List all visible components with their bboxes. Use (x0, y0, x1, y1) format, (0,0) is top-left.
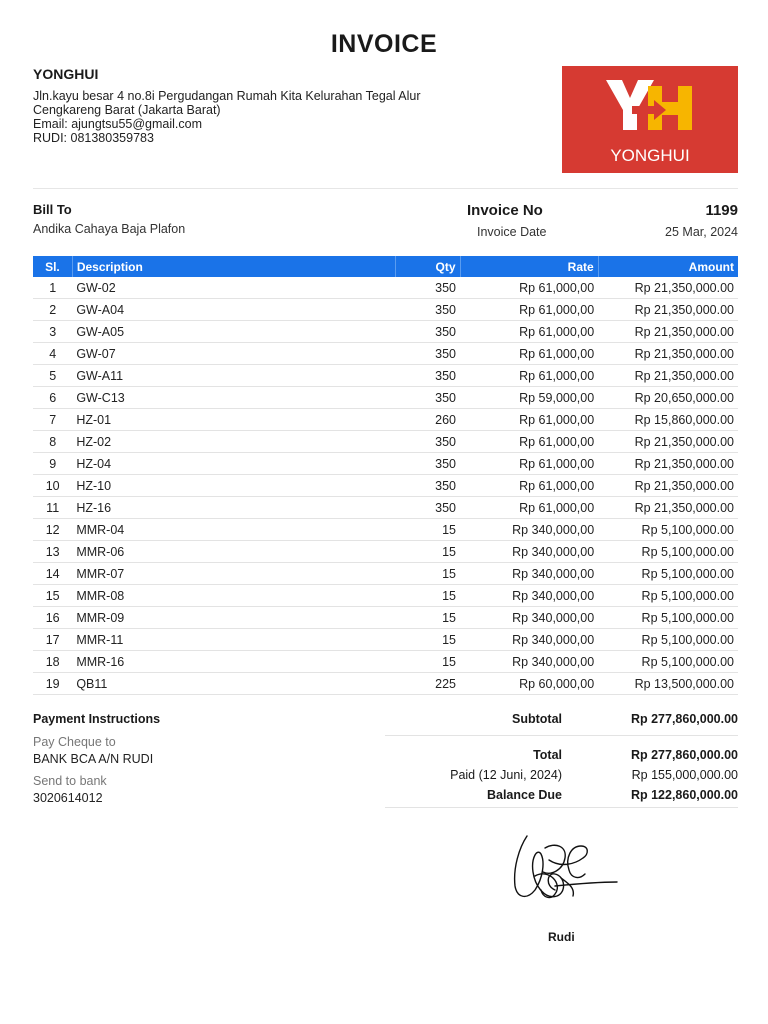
payment-instructions-title: Payment Instructions (33, 712, 161, 726)
row-sl: 3 (33, 321, 72, 343)
row-qty: 350 (396, 475, 460, 497)
pay-cheque-value: BANK BCA A/N RUDI (33, 752, 154, 766)
row-amount: Rp 13,500,000.00 (598, 673, 738, 695)
table-row (33, 673, 738, 695)
row-amount: Rp 5,100,000.00 (598, 651, 738, 673)
col-header-sl: Sl. (33, 256, 72, 277)
row-description: GW-A05 (72, 321, 395, 343)
row-description: GW-A04 (72, 299, 395, 321)
company-phone: RUDI: 081380359783 (33, 131, 154, 145)
row-rate: Rp 340,000,00 (460, 585, 598, 607)
totals-bottom-divider (385, 807, 738, 808)
row-rate: Rp 61,000,00 (460, 343, 598, 365)
row-description: GW-02 (72, 277, 395, 299)
row-qty: 350 (396, 277, 460, 299)
row-rate: Rp 61,000,00 (460, 321, 598, 343)
row-qty: 260 (396, 409, 460, 431)
row-amount: Rp 21,350,000.00 (598, 365, 738, 387)
company-name: YONGHUI (33, 66, 99, 82)
row-description: HZ-04 (72, 453, 395, 475)
table-row (33, 585, 738, 607)
col-header-qty: Qty (396, 256, 460, 277)
row-amount: Rp 5,100,000.00 (598, 541, 738, 563)
row-amount: Rp 20,650,000.00 (598, 387, 738, 409)
invoice-title: INVOICE (330, 30, 438, 58)
row-description: MMR-08 (72, 585, 395, 607)
row-sl: 11 (33, 497, 72, 519)
row-sl: 9 (33, 453, 72, 475)
row-rate: Rp 340,000,00 (460, 563, 598, 585)
row-sl: 5 (33, 365, 72, 387)
row-amount: Rp 21,350,000.00 (598, 277, 738, 299)
row-qty: 225 (396, 673, 460, 695)
row-qty: 15 (396, 585, 460, 607)
table-row (33, 541, 738, 563)
table-row (33, 453, 738, 475)
row-rate: Rp 340,000,00 (460, 541, 598, 563)
header-divider (33, 188, 738, 189)
row-rate: Rp 61,000,00 (460, 299, 598, 321)
row-rate: Rp 59,000,00 (460, 387, 598, 409)
table-row (33, 651, 738, 673)
row-amount: Rp 5,100,000.00 (598, 585, 738, 607)
invoice-no-label: Invoice No (467, 202, 543, 219)
table-row (33, 475, 738, 497)
table-row (33, 277, 738, 299)
row-rate: Rp 340,000,00 (460, 607, 598, 629)
row-description: MMR-06 (72, 541, 395, 563)
row-qty: 350 (396, 321, 460, 343)
row-description: MMR-11 (72, 629, 395, 651)
bill-to-name: Andika Cahaya Baja Plafon (33, 222, 186, 236)
row-description: MMR-04 (72, 519, 395, 541)
table-row (33, 607, 738, 629)
row-qty: 350 (396, 453, 460, 475)
row-sl: 17 (33, 629, 72, 651)
row-qty: 15 (396, 541, 460, 563)
row-qty: 350 (396, 299, 460, 321)
row-sl: 7 (33, 409, 72, 431)
row-rate: Rp 61,000,00 (460, 453, 598, 475)
row-amount: Rp 21,350,000.00 (598, 299, 738, 321)
row-rate: Rp 340,000,00 (460, 651, 598, 673)
row-rate: Rp 61,000,00 (460, 277, 598, 299)
signer-name: Rudi (548, 930, 575, 944)
row-sl: 18 (33, 651, 72, 673)
row-sl: 14 (33, 563, 72, 585)
company-address-line: Jln.kayu besar 4 no.8i Pergudangan Rumah Kita Kelurahan Tegal Alur (33, 89, 421, 103)
company-email: Email: ajungtsu55@gmail.com (33, 117, 203, 131)
row-qty: 350 (396, 431, 460, 453)
row-description: MMR-07 (72, 563, 395, 585)
row-sl: 6 (33, 387, 72, 409)
signature-image (505, 828, 625, 916)
total-label: Total (533, 748, 562, 762)
logo-text: YONGHUI (610, 146, 690, 165)
row-description: MMR-09 (72, 607, 395, 629)
col-header-rate: Rate (460, 256, 598, 277)
row-amount: Rp 5,100,000.00 (598, 519, 738, 541)
col-header-amount: Amount (598, 256, 738, 277)
table-row (33, 387, 738, 409)
row-amount: Rp 5,100,000.00 (598, 629, 738, 651)
row-sl: 12 (33, 519, 72, 541)
table-row (33, 629, 738, 651)
row-amount: Rp 5,100,000.00 (598, 563, 738, 585)
row-amount: Rp 21,350,000.00 (598, 343, 738, 365)
pay-cheque-label: Pay Cheque to (33, 735, 116, 749)
row-amount: Rp 21,350,000.00 (598, 321, 738, 343)
row-qty: 15 (396, 629, 460, 651)
invoice-date-value: 25 Mar, 2024 (665, 225, 738, 239)
row-amount: Rp 15,860,000.00 (598, 409, 738, 431)
bill-to-label: Bill To (33, 202, 72, 217)
row-qty: 350 (396, 497, 460, 519)
row-rate: Rp 61,000,00 (460, 431, 598, 453)
table-row (33, 563, 738, 585)
row-qty: 15 (396, 519, 460, 541)
row-rate: Rp 340,000,00 (460, 629, 598, 651)
table-row (33, 343, 738, 365)
row-rate: Rp 61,000,00 (460, 497, 598, 519)
row-amount: Rp 21,350,000.00 (598, 431, 738, 453)
row-sl: 10 (33, 475, 72, 497)
table-row (33, 365, 738, 387)
row-qty: 15 (396, 651, 460, 673)
bank-account-value: 3020614012 (33, 791, 103, 805)
row-sl: 2 (33, 299, 72, 321)
company-address-line: Cengkareng Barat (Jakarta Barat) (33, 103, 221, 117)
row-rate: Rp 340,000,00 (460, 519, 598, 541)
row-amount: Rp 5,100,000.00 (598, 607, 738, 629)
row-description: HZ-10 (72, 475, 395, 497)
row-qty: 15 (396, 563, 460, 585)
row-qty: 15 (396, 607, 460, 629)
row-sl: 15 (33, 585, 72, 607)
paid-label: Paid (12 Juni, 2024) (450, 768, 562, 782)
table-row (33, 431, 738, 453)
row-description: GW-A11 (72, 365, 395, 387)
row-rate: Rp 61,000,00 (460, 409, 598, 431)
table-row (33, 299, 738, 321)
row-sl: 13 (33, 541, 72, 563)
table-header-row (33, 256, 738, 277)
items-table (33, 256, 738, 695)
totals-divider (385, 735, 738, 736)
balance-due-value: Rp 122,860,000.00 (630, 788, 738, 802)
row-rate: Rp 61,000,00 (460, 365, 598, 387)
row-sl: 1 (33, 277, 72, 299)
row-description: GW-C13 (72, 387, 395, 409)
table-row (33, 497, 738, 519)
total-value: Rp 277,860,000.00 (630, 748, 738, 762)
balance-due-label: Balance Due (486, 788, 562, 802)
send-to-bank-label: Send to bank (33, 774, 107, 788)
row-amount: Rp 21,350,000.00 (598, 475, 738, 497)
table-row (33, 519, 738, 541)
row-qty: 350 (396, 387, 460, 409)
company-logo (562, 66, 738, 173)
row-rate: Rp 61,000,00 (460, 475, 598, 497)
table-row (33, 409, 738, 431)
row-sl: 4 (33, 343, 72, 365)
row-rate: Rp 60,000,00 (460, 673, 598, 695)
subtotal-value: Rp 277,860,000.00 (630, 712, 738, 726)
row-description: QB11 (72, 673, 395, 695)
row-description: HZ-01 (72, 409, 395, 431)
row-sl: 16 (33, 607, 72, 629)
row-description: GW-07 (72, 343, 395, 365)
row-description: HZ-02 (72, 431, 395, 453)
subtotal-label: Subtotal (512, 712, 562, 726)
row-description: HZ-16 (72, 497, 395, 519)
row-qty: 350 (396, 343, 460, 365)
row-sl: 8 (33, 431, 72, 453)
paid-value: Rp 155,000,000.00 (631, 768, 738, 782)
row-sl: 19 (33, 673, 72, 695)
invoice-date-label: Invoice Date (477, 225, 547, 239)
col-header-description: Description (72, 256, 395, 277)
row-description: MMR-16 (72, 651, 395, 673)
row-qty: 350 (396, 365, 460, 387)
invoice-no-value: 1199 (705, 202, 738, 219)
row-amount: Rp 21,350,000.00 (598, 453, 738, 475)
table-row (33, 321, 738, 343)
items-table-body (33, 277, 738, 695)
row-amount: Rp 21,350,000.00 (598, 497, 738, 519)
